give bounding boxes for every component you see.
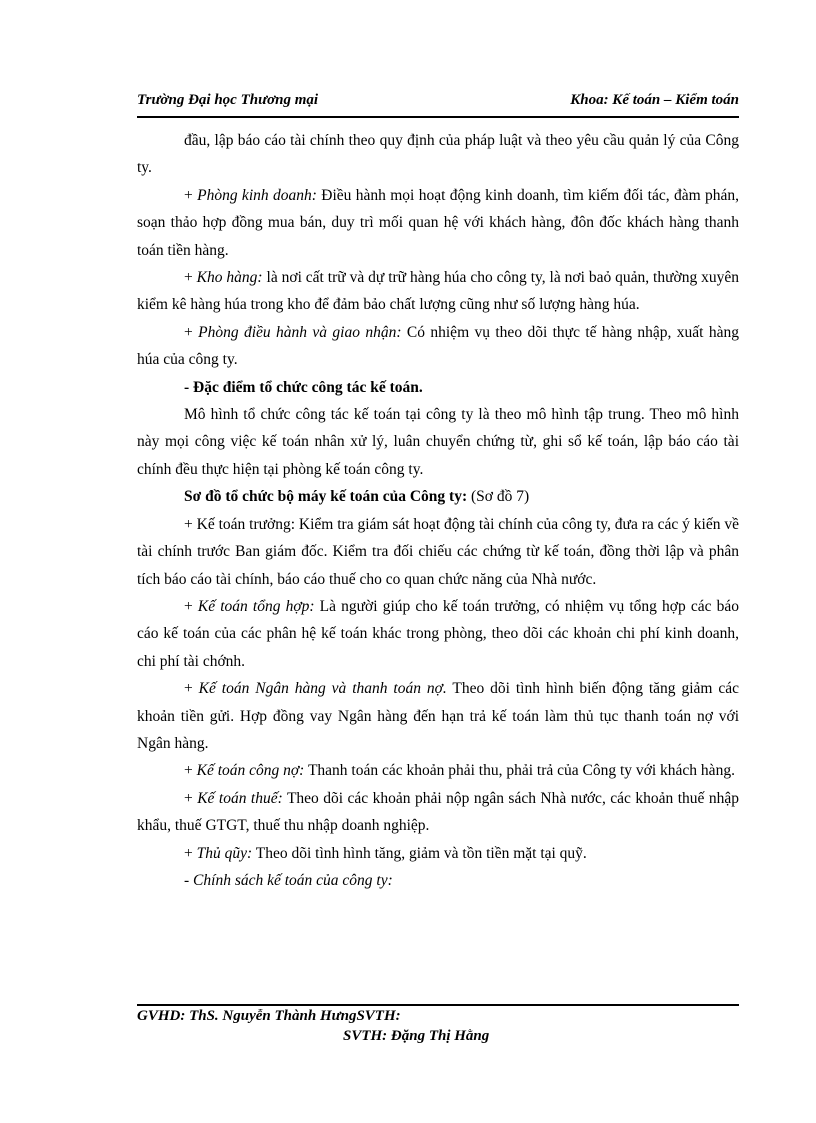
paragraph-tax-accountant: + Kế toán thuế: Theo dõi các khoản phải nộp ngân sách Nhà nước, các khoản thuế nhập khẩu, thuế GTGT, thuế thu nhập doanh nghiệp. [137,789,739,835]
footer-student: SVTH: Đặng Thị Hằng [343,1028,490,1044]
label-general-accountant: Kế toán tổng hợp: [197,597,315,615]
label-bank-accountant: Kế toán Ngân hàng và thanh toán nợ. [198,680,447,698]
paragraph-treasurer: + Thủ qũy: Theo dõi tình hình tăng, giảm và tồn tiền mặt tại quỹ. [184,844,587,862]
paragraph-debt-accountant: + Kế toán công nợ: Thanh toán các khoản phải thu, phải trả của Công ty với khách hàng. [184,762,735,780]
label-operations: Phòng điều hành và giao nhận: [198,323,402,341]
paragraph-sales-department: + Phòng kinh doanh: Điều hành mọi hoạt động kinh doanh, tìm kiếm đối tác, đàm phán, soạn thảo hợp đồng mua bán, duy trì mối quan hệ với khách hàng, đôn đốc khách hàng thanh toán tiền hàng. [137,186,739,259]
paragraph-bank-accountant: + Kế toán Ngân hàng và thanh toán nợ. Theo dõi tình hình biến động tăng giảm các khoản tiền gửi. Hợp đồng vay Ngân hàng đến hạn trả kế toán làm thủ tục thanh toán nợ với Ngân hàng. [137,680,739,752]
paragraph-diagram-reference: Sơ đồ tổ chức bộ máy kế toán của Công ty: (Sơ đồ 7) [184,488,530,506]
header-school-name: Trường Đại học Thương mại [137,92,319,108]
page-header [137,90,739,114]
paragraph-chief-accountant: + Kế toán trưởng: Kiểm tra giám sát hoạt động tài chính của công ty, đưa ra các ý kiến về tài chính trước Ban giám đốc. Kiểm tra đối chiếu các chứng từ kế toán, đồng thời lập và phân tích báo cáo tài chính, báo cáo thuế cho co quan chức năng của Nhà nước. [137,515,739,588]
footer-divider [137,1004,739,1006]
label-warehouse: Kho hàng: [196,269,263,287]
header-divider [137,116,739,118]
paragraph-warehouse: + Kho hàng: là nơi cất trữ và dự trữ hàng húa cho công ty, là nơi baỏ quản, thường xuyên kiểm kê hàng húa trong kho để đảm bảo chất lượng cũng như số lượng hàng húa. [137,269,739,314]
label-treasurer: Thủ qũy: [196,844,253,862]
paragraph-general-accountant: + Kế toán tổng hợp: Là người giúp cho kế toán trưởng, có nhiệm vụ tổng hợp các báo cáo kế toán của các phân hệ kế toán khác trong phòng, theo dõi các khoản chi phí kinh doanh, chi phí tài chớnh. [137,597,739,670]
label-accounting-policy: Chính sách kế toán của công ty: [193,871,393,889]
footer-supervisor: GVHD: ThS. Nguyễn Thành HưngSVTH: [137,1008,401,1024]
section-heading-accounting-policy: - Chính sách kế toán của công ty: [184,871,393,889]
label-sales-department: Phòng kinh doanh: [197,186,317,204]
label-debt-accountant: Kế toán công nợ: [196,762,305,780]
diagram-title: Sơ đồ tổ chức bộ máy kế toán của Công ty: [184,488,468,506]
paragraph-operations: + Phòng điều hành và giao nhận: Có nhiệm vụ theo dõi thực tế hàng nhập, xuất hàng húa của công ty. [137,323,739,369]
paragraph-continuation: đầu, lập báo cáo tài chính theo quy định của pháp luật và theo yêu cầu quản lý của Công ty. [137,132,739,177]
paragraph-accounting-model: Mô hình tổ chức công tác kế toán tại công ty là theo mô hình tập trung. Theo mô hình này mọi công việc kế toán nhân xử lý, luân chuyển chứng từ, ghi sổ kế toán, lập báo cáo tài chính đều thực hiện tại phòng kế toán công ty. [137,406,739,478]
header-faculty-name: Khoa: Kế toán – Kiểm toán [570,92,739,108]
label-tax-accountant: Kế toán thuế: [197,789,283,807]
document-body [137,127,739,894]
section-heading-accounting-organization: - Đặc điểm tổ chức công tác kế toán. [184,378,423,396]
